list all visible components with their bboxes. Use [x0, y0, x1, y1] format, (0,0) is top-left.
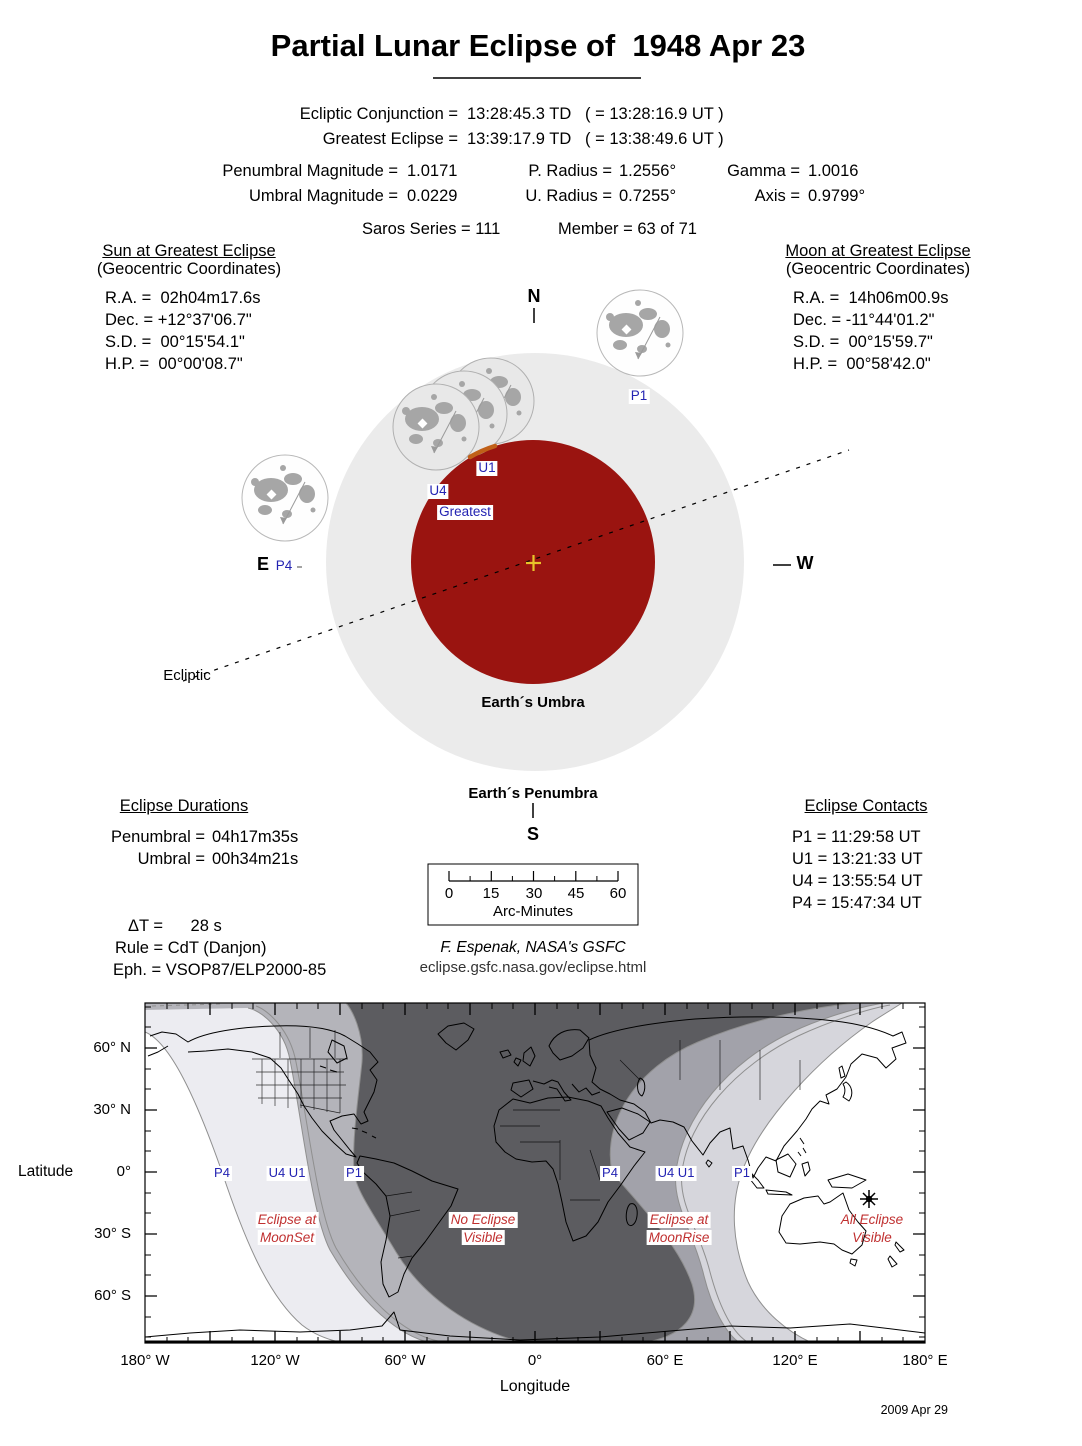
axis-label: Axis = [754, 187, 800, 205]
credit-author: F. Espenak, NASA's GSFC [440, 939, 626, 956]
moon-p4 [242, 455, 328, 541]
zone-label-moonrise [647, 1212, 712, 1245]
umbra-label: Earth´s Umbra [481, 694, 585, 711]
axis-value: 0.9799° [808, 187, 866, 205]
moon-u4 [393, 384, 479, 470]
lat-0-label: 0° [116, 1163, 131, 1180]
contact-p1: P1 = 11:29:58 UT [792, 828, 921, 846]
figure-date: 2009 Apr 29 [880, 1403, 948, 1417]
p-radius-label: P. Radius = [528, 162, 612, 180]
scale-unit-label: Arc-Minutes [492, 903, 574, 920]
lon-0-label: 0° [527, 1352, 543, 1369]
p-radius-value: 1.2556° [619, 162, 677, 180]
map-east-p1-label: P1 [734, 1165, 750, 1180]
durations-title: Eclipse Durations [119, 797, 249, 815]
longitude-axis-label: Longitude [499, 1378, 571, 1395]
penumbral-magnitude-label: Penumbral Magnitude = [222, 162, 398, 180]
map-west-u4u1-label: U4 U1 [268, 1165, 306, 1180]
scale-tick-0: 0 [444, 885, 454, 902]
greatest-contact-label: Greatest [439, 504, 491, 519]
gamma-label: Gamma = [727, 162, 800, 180]
saros-member: Member = 63 of 71 [558, 220, 697, 238]
sun-sd: S.D. = 00°15'54.1" [105, 333, 245, 351]
contact-u1: U1 = 13:21:33 UT [792, 850, 923, 868]
moon-block-title: Moon at Greatest Eclipse [785, 242, 971, 260]
penumbra-label: Earth´s Penumbra [468, 785, 598, 802]
south-label: S [526, 824, 540, 844]
visibility-map [145, 1003, 925, 1345]
map-west-p4-label: P4 [214, 1165, 230, 1180]
zone-label-moonrise-line2: MoonRise [648, 1229, 710, 1245]
map-east-p4-label: P4 [602, 1165, 618, 1180]
sun-block-title: Sun at Greatest Eclipse [102, 242, 276, 260]
penumbral-magnitude-value: 1.0171 [407, 162, 458, 180]
shadow-diagram [183, 290, 849, 818]
contact-u4: U4 = 13:55:54 UT [792, 872, 923, 890]
moon-ra: R.A. = 14h06m00.9s [793, 289, 949, 307]
rule-row: Rule = CdT (Danjon) [115, 939, 267, 957]
penumbral-duration-label: Penumbral = [110, 828, 205, 846]
zone-label-no-eclipse-line2: Visible [463, 1229, 503, 1245]
zone-label-moonset-line1: Eclipse at [257, 1212, 317, 1227]
lon-60w-label: 60° W [384, 1352, 426, 1369]
zone-label-all-visible-line1: All Eclipse [840, 1212, 904, 1227]
penumbral-duration-value: 04h17m35s [212, 828, 299, 846]
zone-label-moonrise-line1: Eclipse at [649, 1212, 709, 1227]
sun-hp: H.P. = 00°00'08.7" [105, 355, 243, 373]
contacts-title: Eclipse Contacts [804, 797, 928, 815]
contact-p4: P4 = 15:47:34 UT [792, 894, 922, 912]
map-west-p1-label: P1 [346, 1165, 362, 1180]
u1-contact-label: U1 [478, 460, 496, 475]
sun-ra: R.A. = 02h04m17.6s [105, 289, 261, 307]
map-east-u4u1-label: U4 U1 [657, 1165, 695, 1180]
umbral-magnitude-label: Umbral Magnitude = [248, 187, 398, 205]
zone-label-no-eclipse-line1: No Eclipse [450, 1212, 516, 1227]
ephemeris-row: Eph. = VSOP87/ELP2000-85 [113, 961, 327, 979]
lat-30n-label: 30° N [93, 1101, 131, 1118]
lon-180w-label: 180° W [120, 1352, 170, 1369]
latitude-axis-label: Latitude [18, 1163, 74, 1180]
credit-url: eclipse.gsfc.nasa.gov/eclipse.html [419, 959, 647, 976]
conjunction-value: 13:28:45.3 TD ( = 13:28:16.9 UT ) [467, 105, 724, 123]
lon-180e-label: 180° E [902, 1352, 948, 1369]
umbral-magnitude-value: 0.0229 [407, 187, 458, 205]
scale-major-ticks [449, 871, 618, 881]
sun-block-subtitle: (Geocentric Coordinates) [96, 260, 282, 278]
scale-tick-60: 60 [609, 885, 627, 902]
u-radius-value: 0.7255° [619, 187, 677, 205]
sun-dec: Dec. = +12°37'06.7" [105, 311, 252, 329]
scale-tick-15: 15 [482, 885, 500, 902]
p4-contact-label: P4 [275, 558, 293, 573]
umbral-duration-value: 00h34m21s [212, 850, 299, 868]
delta-t-row: ΔT = 28 s [128, 917, 222, 935]
greatest-eclipse-label: Greatest Eclipse = [322, 130, 458, 148]
ecliptic-label: Ecliptic [163, 667, 211, 684]
u-radius-label: U. Radius = [525, 187, 612, 205]
page-title: Partial Lunar Eclipse of 1948 Apr 23 [270, 28, 806, 63]
lat-60n-label: 60° N [93, 1039, 131, 1056]
moon-block-subtitle: (Geocentric Coordinates) [785, 260, 971, 278]
lon-120e-label: 120° E [772, 1352, 818, 1369]
scale-tick-45: 45 [567, 885, 585, 902]
lat-30s-label: 30° S [94, 1225, 131, 1242]
p1-contact-label: P1 [630, 388, 648, 403]
west-label: W [796, 553, 814, 573]
moon-sd: S.D. = 00°15'59.7" [793, 333, 933, 351]
zone-label-all-visible [839, 1212, 905, 1245]
lon-120w-label: 120° W [250, 1352, 300, 1369]
umbral-duration-label: Umbral = [137, 850, 205, 868]
scale-tick-30: 30 [525, 885, 543, 902]
greatest-eclipse-value: 13:39:17.9 TD ( = 13:38:49.6 UT ) [467, 130, 724, 148]
u4-contact-label: U4 [429, 483, 447, 498]
east-label: E [256, 554, 270, 574]
north-label: N [527, 286, 541, 306]
conjunction-label: Ecliptic Conjunction = [299, 105, 458, 123]
moon-hp: H.P. = 00°58'42.0" [793, 355, 931, 373]
lat-60s-label: 60° S [94, 1287, 131, 1304]
moon-p1 [597, 290, 683, 376]
zone-label-all-visible-line2: Visible [852, 1229, 892, 1245]
saros-series: Saros Series = 111 [362, 220, 501, 238]
zone-label-moonset-line2: MoonSet [259, 1229, 315, 1245]
moon-dec: Dec. = -11°44'01.2" [793, 311, 935, 329]
zone-label-no-eclipse [449, 1212, 518, 1245]
zone-label-moonset [256, 1212, 319, 1245]
lon-60e-label: 60° E [646, 1352, 684, 1369]
gamma-value: 1.0016 [808, 162, 859, 180]
